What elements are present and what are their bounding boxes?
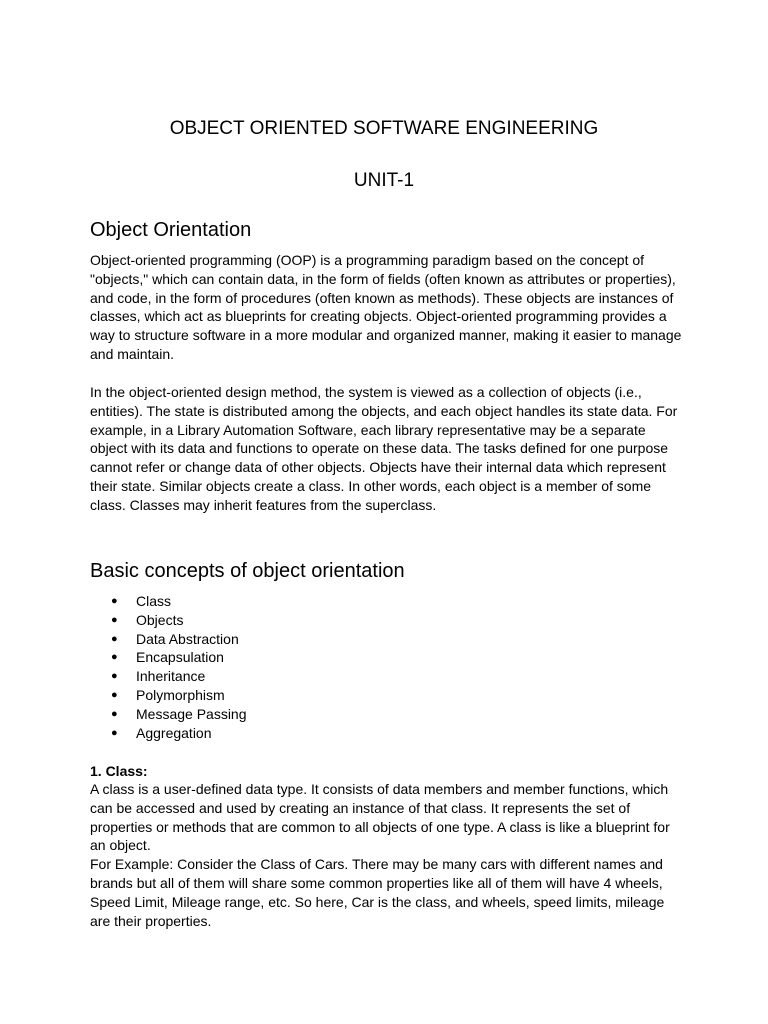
list-item-label: Message Passing (136, 705, 247, 722)
list-item-label: Class (136, 593, 172, 609)
list-item-label: Aggregation (136, 724, 212, 741)
paragraph-class-definition (90, 780, 690, 930)
heading-object-orientation: Object Orientation (90, 219, 252, 241)
bullet-icon: ● (111, 726, 118, 739)
list-item (90, 705, 247, 724)
list-item (90, 724, 247, 743)
list-item (90, 630, 247, 649)
bullet-icon: ● (111, 707, 118, 720)
heading-basic-concepts: Basic concepts of object orientation (90, 560, 405, 582)
paragraph-line: properties or methods that are common to all objects of one type. A class is like a blueprint for (90, 818, 670, 835)
paragraph-line: In the object-oriented design method, the system is viewed as a collection of objects (i.e., (90, 384, 642, 400)
list-item-label: Objects (136, 611, 184, 628)
list-item-label: Inheritance (136, 668, 206, 685)
concepts-list (90, 592, 247, 742)
paragraph-line: cannot refer or change data of other objects. Objects have their internal data which represent (90, 459, 666, 476)
paragraph-line: brands but all of them will share some common properties like all of them will have 4 wheels, (90, 874, 663, 891)
document-title: OBJECT ORIENTED SOFTWARE ENGINEERING (169, 118, 599, 139)
paragraph-line: classes, which act as blueprints for creating objects. Object-oriented programming provides a (90, 308, 667, 325)
unit-title: UNIT-1 (353, 170, 415, 191)
bullet-icon: ● (111, 651, 118, 664)
paragraph-line: Speed Limit, Mileage range, etc. So here, Car is the class, and wheels, speed limits, mileage (90, 893, 665, 910)
list-item (90, 611, 247, 630)
bullet-icon: ● (111, 632, 118, 645)
paragraph-line: For Example: Consider the Class of Cars. There may be many cars with different names and (90, 856, 663, 873)
paragraph-oop-definition (90, 251, 690, 364)
paragraph-line: "objects," which can contain data, in the form of fields (often known as attributes or properties), (90, 270, 676, 287)
list-item (90, 667, 247, 686)
bullet-icon: ● (111, 688, 118, 701)
list-item-label: Data Abstraction (136, 630, 239, 647)
paragraph-line: entities). The state is distributed among the objects, and each object handles its state data. For (90, 402, 678, 419)
list-item (90, 592, 247, 611)
paragraph-line: A class is a user-defined data type. It consists of data members and member functions, which (90, 781, 669, 797)
paragraph-line: Object-oriented programming (OOP) is a programming paradigm based on the concept of (90, 252, 645, 268)
paragraph-line: their state. Similar objects create a class. In other words, each object is a member of some (90, 477, 652, 494)
paragraph-line: an object. (90, 837, 151, 854)
paragraph-line: class. Classes may inherit features from the superclass. (90, 496, 437, 513)
list-item (90, 648, 247, 667)
paragraph-line: way to structure software in a more modular and organized manner, making it easier to manage (90, 327, 682, 344)
paragraph-line: example, in a Library Automation Software, each library representative may be a separate (90, 421, 646, 438)
paragraph-line: object with its data and functions to operate on these data. The tasks defined for one purpose (90, 440, 669, 457)
paragraph-line: and code, in the form of procedures (often known as methods). These objects are instances of (90, 289, 674, 306)
paragraph-line: and maintain. (90, 345, 175, 362)
list-item (90, 686, 247, 705)
paragraph-oo-design-method (90, 383, 690, 515)
paragraph-line: are their properties. (90, 912, 212, 929)
bullet-icon: ● (111, 595, 118, 607)
heading-class: 1. Class: (90, 763, 148, 779)
list-item-label: Polymorphism (136, 686, 225, 703)
bullet-icon: ● (111, 613, 118, 626)
list-item-label: Encapsulation (136, 649, 224, 666)
paragraph-line: can be accessed and used by creating an instance of that class. It represents the set of (90, 799, 631, 816)
bullet-icon: ● (111, 670, 118, 683)
